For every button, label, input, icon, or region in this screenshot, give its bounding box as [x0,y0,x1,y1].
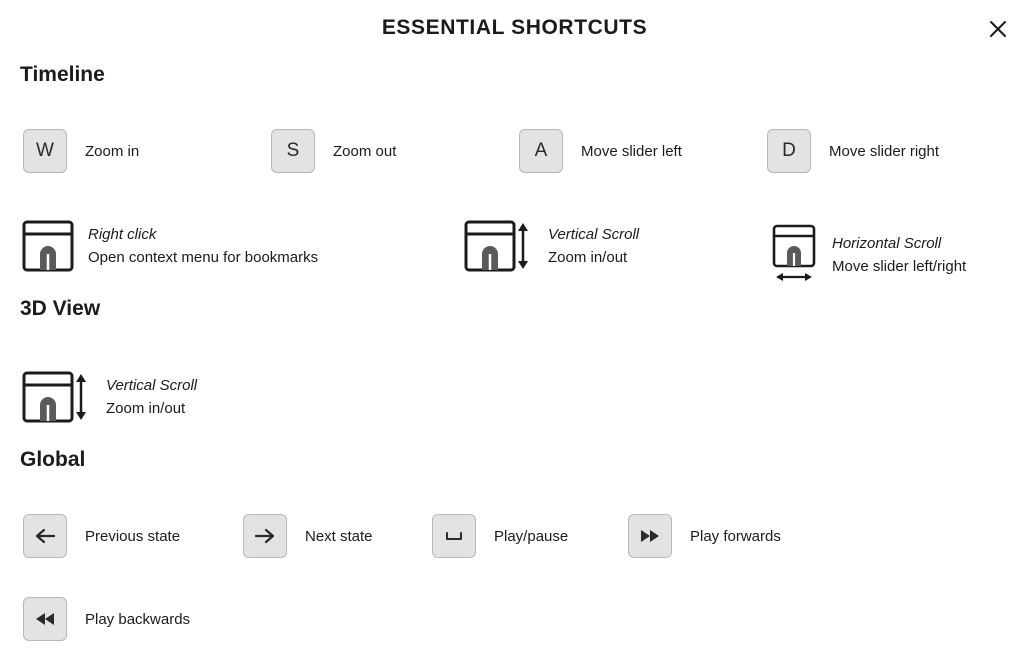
shortcut-label-zoom-in: Zoom in [85,142,140,160]
vertical-scroll-3d-desc: Zoom in/out [106,400,186,417]
shortcut-label-next-state: Next state [305,527,373,545]
key-space-bar[interactable] [432,514,476,558]
right-click-action: Right click [88,225,157,243]
shortcut-label-previous-state: Previous state [85,527,181,545]
vertical-scroll-action: Vertical Scroll [548,225,640,243]
section-title-timeline: Timeline [20,63,105,86]
close-button[interactable] [985,16,1011,42]
mouse-vertical-scroll-icon [464,218,534,274]
shortcut-vertical-scroll-timeline [464,218,639,274]
shortcut-play-pause[interactable] [432,514,568,558]
key-arrow-right[interactable] [243,514,287,558]
key-fast-forward[interactable] [628,514,672,558]
space-bar-icon [442,526,466,546]
shortcut-label-zoom-out: Zoom out [333,142,397,160]
shortcut-label-move-slider-right: Move slider right [829,142,940,160]
arrow-right-icon [253,526,277,546]
key-w[interactable]: W [23,129,67,173]
shortcut-move-slider-left[interactable] [519,129,682,173]
shortcut-horizontal-scroll-timeline [770,224,966,286]
shortcut-previous-state[interactable] [23,514,180,558]
key-d[interactable]: D [767,129,811,173]
close-icon [987,18,1009,40]
section-title-global: Global [20,448,86,471]
shortcut-label-play-forwards: Play forwards [690,527,781,545]
shortcut-label-play-pause: Play/pause [494,527,569,545]
shortcut-move-slider-right[interactable] [767,129,939,173]
vertical-scroll-3d-action: Vertical Scroll [106,376,198,394]
vertical-scroll-desc: Zoom in/out [548,249,628,266]
mouse-right-click-icon [22,218,74,274]
shortcut-next-state[interactable] [243,514,373,558]
key-a[interactable]: A [519,129,563,173]
key-arrow-left[interactable] [23,514,67,558]
key-s[interactable]: S [271,129,315,173]
shortcut-play-forwards[interactable] [628,514,781,558]
mouse-vertical-scroll-icon [22,369,92,425]
fast-forward-icon [637,526,663,546]
mouse-horizontal-scroll-icon [770,224,818,286]
dialog-title: ESSENTIAL SHORTCUTS [381,16,648,39]
shortcut-vertical-scroll-3d [22,369,197,425]
horizontal-scroll-desc: Move slider left/right [832,258,967,275]
shortcut-label-play-backwards: Play backwards [85,610,191,628]
shortcut-label-move-slider-left: Move slider left [581,142,682,160]
shortcut-play-backwards[interactable] [23,597,190,641]
shortcut-zoom-out[interactable] [271,129,396,173]
horizontal-scroll-action: Horizontal Scroll [832,234,942,252]
arrow-left-icon [33,526,57,546]
right-click-desc: Open context menu for bookmarks [88,249,319,266]
key-rewind[interactable] [23,597,67,641]
shortcut-right-click [22,218,318,274]
shortcut-zoom-in[interactable] [23,129,139,173]
section-title-3d-view: 3D View [20,297,101,320]
rewind-icon [32,609,58,629]
